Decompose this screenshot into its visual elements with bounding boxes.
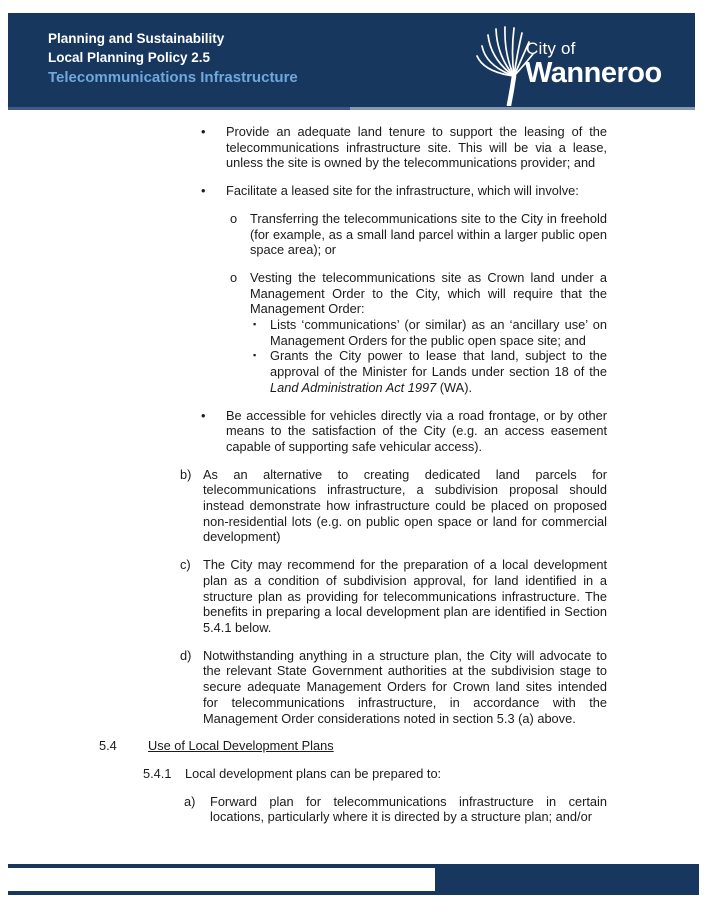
city-of-wanneroo-logo [468,16,693,106]
lettered-item-d [180,648,607,727]
header-policy-title: Telecommunications Infrastructure [48,69,298,86]
section-title: Use of Local Development Plans [148,738,334,754]
subsection-number: 5.4.1 [143,765,172,781]
item-text: Forward plan for telecommunications infrastructure in certain locations, particularly where it is directed by a structure plan; and/or [210,793,607,825]
item-text: As an alternative to creating dedicated land parcels for telecommunications infrastructure, a subdivision proposal should instead demonstrate how infrastructure could be placed on proposed non-residential lots (e.g. on public open space or land for commercial development) [203,466,607,545]
bullet-item-vehicle-access [201,408,607,455]
square-bullet-marker: ▪ [253,350,257,361]
header-policy-number: Local Planning Policy 2.5 [48,49,211,65]
item-label: d) [180,647,192,663]
section-heading-5-4 [99,738,607,754]
banner-bottom-edge [8,107,695,110]
square-bullet-item-grants-lease-power [253,348,607,395]
logo-city-of-text: City of [526,39,576,58]
header-banner [8,13,695,107]
square-bullet-item-lists-communications [253,317,607,348]
text-before-act: Grants the City power to lease that land, subject to the approval of the Minister for Lands under section 18 of the [270,348,607,380]
bullet-item-provide-land-tenure [201,124,607,171]
sub-bullet-text: Transferring the telecommunications site to the City in freehold (for example, as a small land parcel within a larger public open space area); or [250,210,607,258]
header-titles [48,30,298,88]
item-label: a) [184,793,196,809]
logo-wanneroo-text: Wanneroo [525,57,662,89]
act-title-italic: Land Administration Act 1997 [270,379,437,395]
sub-bullet-item-transferring-site [230,211,607,258]
bullet-text: Facilitate a leased site for the infrastructure, which will involve: [226,183,579,199]
circle-bullet-marker: o [230,269,238,285]
footer-bottom-rule [8,891,699,895]
footer-navy-block [435,868,699,891]
document-body [99,124,607,825]
square-bullet-text: Lists ‘communications’ (or similar) as an ‘ancillary use’ on Management Orders for the public open space site; and [270,317,607,348]
section-number: 5.4 [99,738,117,754]
banner-edge-right [350,107,695,110]
circle-bullet-marker: o [230,210,238,226]
item-label: b) [180,466,192,482]
sub-bullet-item-vesting-site [230,270,607,317]
square-bullet-marker: ▪ [253,319,257,330]
banner-edge-left [8,107,350,110]
bullet-item-facilitate-leased-site [201,183,607,199]
text-after-act: (WA). [436,379,473,395]
lettered-item-b [180,467,607,546]
item-text: The City may recommend for the preparation of a local development plan as a condition of subdivision approval, for land identified in a structure plan as providing for telecommunications infrastructure. The benefits in preparing a local development plan are identified in Section 5.4.1 below. [203,557,607,635]
item-text: Notwithstanding anything in a structure plan, the City will advocate to the relevant State Government authorities at the subdivision stage to secure adequate Management Orders for Crown land sites intended for telecommunications infrastructure, in accordance with the Management Order considerations noted in section 5.3 (a) above. [203,647,607,726]
lettered-item-a [184,794,607,825]
footer-band [8,864,699,895]
bullet-marker: • [201,183,206,199]
subsection-5-4-1 [143,766,607,782]
bullet-marker: • [201,124,206,139]
bullet-text: Be accessible for vehicles directly via a road frontage, or by other means to the satisfaction of the City (e.g. an access easement capable of supporting safe vehicular access). [226,407,607,454]
subsection-text: Local development plans can be prepared to: [185,765,442,781]
square-bullet-text [270,348,607,395]
sub-bullet-text: Vesting the telecommunications site as Crown land under a Management Order to the City, which will require that the Management Order: [250,269,607,317]
bullet-text: Provide an adequate land tenure to support the leasing of the telecommunications infrastructure site. This will be via a lease, unless the site is owned by the telecommunications provider; and [226,124,607,171]
item-label: c) [180,557,191,573]
header-department: Planning and Sustainability [48,31,225,46]
lettered-item-c [180,557,607,636]
bullet-marker: • [201,407,206,423]
